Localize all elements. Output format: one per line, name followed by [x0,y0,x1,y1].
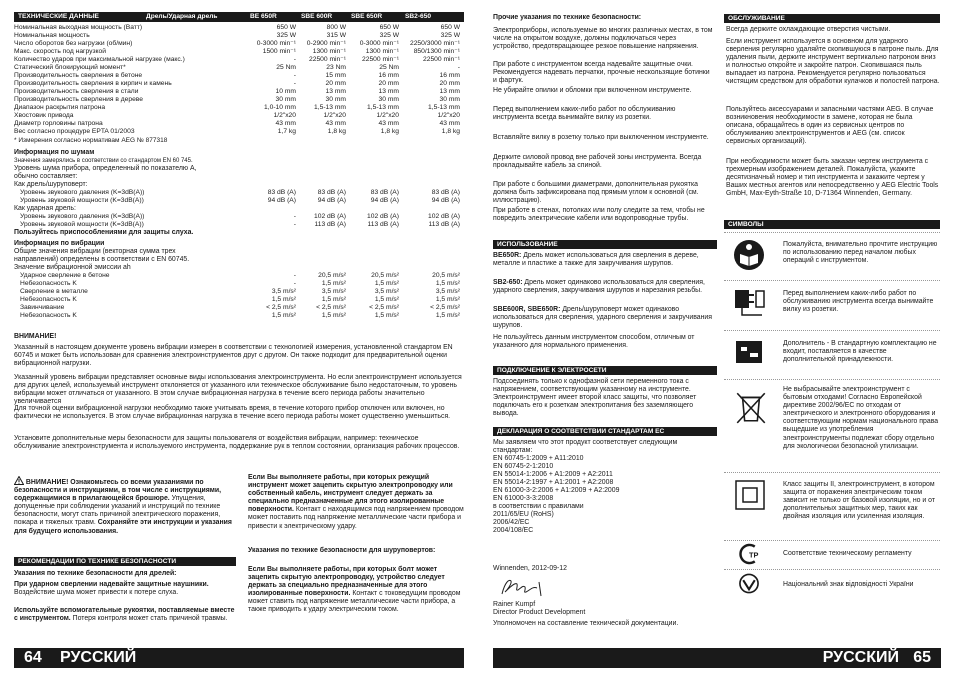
usage-sb2650-text: Дрель может одинаково использоваться для сверления, ударного сверления, закручивания шурупов и нарезания резьбы. [493,279,705,295]
declaration-standard: EN 60745-1:2009 + A11:2010 [493,455,584,462]
row-value: 650 W [379,24,399,31]
warning-triangle-icon [14,476,24,485]
row-value: - [293,272,296,279]
usage-be650r-model: BE650R: [493,252,522,259]
usage-sbe [493,306,713,330]
row-value: 3,5 m/s² [374,288,399,295]
row-value: 83 dB (A) [370,189,399,196]
other-safety-p3: Не убирайте опилки и обломки при включенном инструменте. [493,87,692,94]
row-value: 0-2900 min⁻¹ [306,40,346,47]
row-value: 22500 min⁻¹ [309,56,346,63]
row-value: 15 mm [325,72,346,79]
table-row [14,56,464,64]
symbol-text-class-ii: Класс защиты II, электроинструмент, в котором защита от поражения электрическим током зависит не только от базовой изоляции, но и от дополнительных защитных мер, таких как двойная изоляция или усиленная изоляция. [783,481,936,521]
language-label-right: РУССКИЙ [822,649,899,666]
row-value: 1500 min⁻¹ [262,48,296,55]
row-value: 1,5 m/s² [321,280,346,287]
symbol-text-accessory: Дополнитель - В стандартную комплектацию не входит, поставляется в качестве дополнительной принадлежности. [783,340,937,364]
declaration-place-date: Winnenden, 2012-09-12 [493,565,567,572]
safety-paragraph-1-bold: При ударном сверлении надевайте защитные наушники. [14,581,209,588]
row-value: 13 mm [325,88,346,95]
other-safety-p2: При работе с инструментом всегда надевайте защитные очки. Рекомендуется надевать перчатки, прочные нескользящие ботинки и фартук. [493,61,710,85]
declaration-standard: EN 60745-2-1:2010 [493,463,554,470]
row-label: Количество ударов при максимальной нагрузке (макс.) [14,56,185,63]
safety-paragraph-2-bold: Используйте вспомогательные рукоятки, поставляемые вместе с инструментом. [14,607,235,623]
safety-subtitle: Указания по технике безопасности для дрелей: [14,570,177,577]
col-head-be650r: BE 650R [250,13,277,20]
usage-sb2650-model: SB2-650: [493,279,523,286]
row-value: 1,5 m/s² [435,312,460,319]
maintenance-p1: Всегда держите охлаждающие отверстия чистыми. [726,26,891,33]
row-label: Уровень звуковой мощности (K=3dB(A)) [20,221,144,228]
row-value: 1,5 m/s² [374,312,399,319]
page-number-left: 64 [24,649,42,666]
page-number-right: 65 [913,649,931,666]
mid-paragraph-2-text: Контакт с токоведущим проводом может ставить под напряжение металлические части прибора, а также приводить к удару электрическим током. [248,590,461,614]
row-label: Небезопасность K [20,312,77,319]
row-value: - [293,72,296,79]
row-value: 800 W [326,24,346,31]
row-value: 20,5 m/s² [318,272,346,279]
row-value: 650 W [440,24,460,31]
row-value: 94 dB (A) [431,197,460,204]
noise-title: Информация по шумам [14,149,95,156]
ear-protection-note: Пользуйтесь приспособлениями для защиты слуха. [14,229,194,236]
row-value: 13 mm [378,88,399,95]
declaration-name: Rainer Kumpf [493,601,536,608]
vibration-title: Информация по вибрации [14,240,105,247]
vibration-intro-2: направлений) определены в соответствии с EN 60745. [14,256,190,263]
safety-paragraph-1 [14,581,236,597]
row-value: 30 mm [325,96,346,103]
warning-keep-text: Сохраняйте эти инструкции и указания для будущего использования. [14,519,232,535]
row-value: 16 mm [439,72,460,79]
row-value: 650 W [276,24,296,31]
maintenance-p4: При необходимости может быть заказан чертеж инструмента с трехмерным изображением деталей. Пожалуйста, укажите десятизначный номер и тип инструмента и закажите чертеж у Ваших местных агентов или непосредственно у AEG Electric Tools GmbH, Max-Eyth-Straße 10, D-71364 Winnenden, Germany. [726,158,939,198]
vibration-intro-3: Значение вибрационной эмиссии ah [14,264,131,271]
row-value: 25 Nm [379,64,399,71]
declaration-standard: EN 61000-3-2:2006 + A1:2009 + A2:2009 [493,487,620,494]
table-row [14,221,464,229]
row-value: 1,5 m/s² [374,296,399,303]
row-value: 0-3000 min⁻¹ [359,40,399,47]
table-row [14,64,464,72]
other-safety-p8: При работе в стенах, потолках или полу следите за тем, чтобы не повредить электрические кабели или водопроводные трубы. [493,207,705,223]
table-row [14,24,464,32]
gost-icon [734,540,764,568]
row-value: 325 W [276,32,296,39]
symbol-text-read-manual: Пожалуйста, внимательно прочтите инструкцию по использованию перед началом любых операций с инструментом. [783,241,938,265]
usage-be650r [493,252,713,268]
warning-text: Упущения, допущенные при соблюдении указаний и инструкций по технике безопасности, могут стать причиной электрического поражения, пожара и тяжелых травм. [14,495,221,527]
declaration-standard: 2006/42/EC [493,519,530,526]
table-row [14,104,464,112]
mid-paragraph-1-text: Контакт с находящимся под напряжением проводом может поставить под напряжение металлические части прибора и привести к электрическому удару. [248,506,464,530]
safety-paragraph-1-text: Воздействие шума может привести к потере слуха. [14,589,179,597]
noise-intro-1: Значения замерялись в соответствии со стандартом EN 60 745. [14,158,193,164]
row-value: 1,5 m/s² [271,312,296,319]
row-label: Статический блокирующий момент* [14,64,126,71]
row-value: 1,5 m/s² [271,296,296,303]
row-value: 102 dB (A) [428,213,460,220]
row-label: Производительность сверления в кирпич и камень [14,80,172,87]
table-row [14,32,464,40]
attention-paragraph-4: Установите дополнительные меры безопасности для защиты пользователя от воздействия вибрации, например: техническое обслуживание электроинструмента и используемого инструмента, поддержание рук в теплом состоянии, организация рабочих процессов. [14,435,460,451]
row-value: 1,5 m/s² [435,280,460,287]
weee-bin-icon [733,386,769,428]
mid-paragraph-1 [248,474,464,531]
row-value: 3,5 m/s² [271,288,296,295]
row-value: 20,5 m/s² [432,272,460,279]
row-value: 1/2"x20 [323,112,346,119]
maintenance-p2: Если инструмент используется в основном для ударного сверления регулярно удаляйте скопившуюся в патроне пыль. Для удаления пыли, держите инструмент вертикально патроном вниз и полностью откройте и закройте патрон. Скопившаяся пыль выпадает из патрона. Рекомендуется регулярно пользоваться чистящим средством для обработки кулачков и полостей патрона. [726,38,940,86]
row-value: 2250/3000 min⁻¹ [409,40,460,47]
row-value: 1,5 m/s² [321,296,346,303]
row-label: Уровень звукового давления (K=3dB(A)) [20,213,145,220]
noise-impact-title: Как ударная дрель: [14,205,76,212]
row-value: 0-3000 min⁻¹ [256,40,296,47]
safety-paragraph-2-text: Потеря контроля может стать причиной травмы. [72,615,228,623]
row-value: 83 dB (A) [267,189,296,196]
signature-image [499,576,559,598]
row-value: < 2,5 m/s² [369,304,399,311]
noise-drill-title: Как дрель/шуруповерт: [14,181,88,188]
row-value: 22500 min⁻¹ [423,56,460,63]
read-manual-icon [732,238,766,272]
row-value: 94 dB (A) [317,197,346,204]
section-bar-usage: ИСПОЛЬЗОВАНИЕ [493,240,717,249]
row-value: 83 dB (A) [431,189,460,196]
row-value: 1,8 kg [380,128,399,135]
safety-paragraph-2 [14,607,236,623]
row-value: 43 mm [439,120,460,127]
row-value: 94 dB (A) [267,197,296,204]
table-row [14,312,464,320]
table-row [14,40,464,48]
table-row [14,189,464,197]
usage-note: Не пользуйтесь данным инструментом способом, отличным от указанного для нормального применения. [493,334,695,350]
declaration-standard: EN 55014-2:1997 + A1:2001 + A2:2008 [493,479,614,486]
vibration-intro-1: Общие значения вибрации (векторная сумма трех [14,248,176,255]
row-value: < 2,5 m/s² [266,304,296,311]
symbols-divider [724,330,940,331]
row-label: Небезопасность K [20,280,77,287]
row-value: 1/2"x20 [437,112,460,119]
usage-be650r-text: Дрель может использоваться для сверления в дереве, металле и пластике а также для закручивания шурупов. [493,252,699,268]
row-value: 1,0-10 mm [264,104,296,111]
ukr-mark-icon [735,571,763,601]
section-bar-connection: ПОДКЛЮЧЕНИЕ К ЭЛЕКТРОСЕТИ [493,366,717,375]
row-value: 325 W [379,32,399,39]
row-value: 3,5 m/s² [435,288,460,295]
declaration-standard: в соответствии с правилами [493,503,584,510]
row-value: 16 mm [378,72,399,79]
declaration-authorized: Уполномочен на составление технической документации. [493,620,679,627]
right-page [477,0,954,677]
col-head-sbe650r: SBE 650R [351,13,383,20]
row-value: 1,8 kg [327,128,346,135]
row-value: - [293,280,296,287]
row-value: 315 W [326,32,346,39]
row-value: 94 dB (A) [370,197,399,204]
col-head-sbe600r: SBE 600R [301,13,333,20]
table-row [14,288,464,296]
row-value: 102 dB (A) [367,213,399,220]
row-label: Производительность сверления в стали [14,88,139,95]
row-label: Номинальная выходная мощность (Ватт) [14,24,143,31]
table-row [14,280,464,288]
row-value: 325 W [440,32,460,39]
row-value: 1300 min⁻¹ [312,48,346,55]
table-row [14,96,464,104]
symbol-text-gost: Соответствие техническому регламенту [783,550,912,557]
language-label-left: РУССКИЙ [60,649,137,666]
row-value: 20,5 m/s² [371,272,399,279]
row-value: 1,7 kg [277,128,296,135]
other-safety-p6: Держите силовой провод вне рабочей зоны инструмента. Всегда прокладывайте кабель за спиной. [493,154,702,170]
svg-text:TP: TP [749,550,759,560]
declaration-standard: EN 61000-3-3:2008 [493,495,554,502]
usage-sb2650 [493,279,713,295]
unplug-icon [732,284,766,318]
section-bar-symbols: СИМВОЛЫ [724,220,940,229]
row-value: 20 mm [325,80,346,87]
maintenance-p3: Пользуйтесь аксессуарами и запасными частями AEG. В случае возникновения необходимости в замене, которая не была описана, обращайтесь в один из сервисных центров по обслуживанию электроинструментов и AEG (см. список сервисных организаций). [726,106,934,146]
row-label: Хвостовик привода [14,112,74,119]
row-value: 3,5 m/s² [321,288,346,295]
mid-paragraph-2 [248,566,464,615]
row-value: 43 mm [275,120,296,127]
declaration-standard: 2011/65/EU (RoHS) [493,511,554,518]
row-value: 1,5-13 mm [314,104,346,111]
row-value: 113 dB (A) [367,221,399,228]
other-safety-p7: При работе с большими диаметрами, дополнительная рукоятка должна быть зафиксирована под прямым углом к основной (см. иллюстрацию). [493,181,699,205]
symbol-text-weee: Не выбрасывайте электроинструмент с бытовым отходами! Согласно Европейской директиве 2002/96/ЕС по отходам от электрического и электронного оборудования и соответствующим нормам национального права выщедшие из употребления электроинструменты подлежат сбору отдельно для экологически безопасной утилизации. [783,386,939,450]
row-value: - [457,64,460,71]
row-value: 43 mm [378,120,399,127]
row-value: - [293,213,296,220]
row-value: 113 dB (A) [428,221,460,228]
mid-paragraph-2-bold: Если Вы выполняете работы, при которых болт может зацепить скрытую электропроводку, устройство следует держать за специально предназначенные для этого изолированные поверхности. [248,566,445,598]
row-value: - [293,80,296,87]
declaration-role: Director Product Development [493,609,586,616]
row-label: Вес согласно процедуре EPTA 01/2003 [14,128,135,135]
connection-text: Подсоединять только к однофазной сети переменного тока с напряжением, соответствующим указанному на инструменте. Электроинструмент имеет второй класс защиты, что позволяет подключать его к розеткам электропитания без заземляющего вывода. [493,378,697,418]
row-label: Уровень звуковой мощности (K=3dB(A)) [20,197,144,204]
row-value: 30 mm [439,96,460,103]
table-row [14,213,464,221]
row-value: 43 mm [325,120,346,127]
row-label: Число оборотов без нагрузки (об/мин) [14,40,133,47]
other-safety-p5: Вставляйте вилку в розетку только при выключенном инструменте. [493,134,709,141]
table-row [14,80,464,88]
section-bar-declaration: ДЕКЛАРАЦИЯ О СООТВЕТСТВИИ СТАНДАРТАМ ЕС [493,427,717,436]
symbol-text-ukr: Національний знак відповідності України [783,581,914,588]
row-value: 13 mm [439,88,460,95]
row-value: 850/1300 min⁻¹ [413,48,460,55]
row-label: Ударное сверление в бетоне [20,272,110,279]
row-value: 1,5 m/s² [374,280,399,287]
symbol-text-unplug: Перед выполнением каких-либо работ по обслуживанию инструмента всегда вынимайте вилку из розетки. [783,290,934,314]
row-value: 1300 min⁻¹ [365,48,399,55]
section-bar-safety: РЕКОМЕНДАЦИИ ПО ТЕХНИКЕ БЕЗОПАСНОСТИ [14,557,236,566]
symbols-divider [724,280,940,281]
row-label: Уровень звукового давления (K=3dB(A)) [20,189,145,196]
usage-sbe-model: SBE600R, SBE650R: [493,306,561,313]
row-label: Макс. скорость под нагрузкой [14,48,106,55]
symbols-divider [724,569,940,570]
row-label: Сверление в металле [20,288,88,295]
table-row [14,272,464,280]
section-bar-maintenance: ОБСЛУЖИВАНИЕ [724,14,940,23]
table-row [14,120,464,128]
declaration-standard: EN 55014-1:2006 + A1:2009 + A2:2011 [493,471,613,478]
table-row [14,48,464,56]
table-row [14,296,464,304]
attention-paragraph-3: Для точной оценки вибрационной нагрузки необходимо также учитывать время, в течение которого прибор отключен или включен, но фактически не используется. В этом случае вибрационная нагрузка в течение всего периода работы может существенно уменьшиться. [14,405,451,421]
row-value: 1,5-13 mm [367,104,399,111]
noise-intro-2: Уровень шума прибора, определенный по показателю А, [14,165,197,172]
table-note: * Измерения согласно нормативам AEG № 877318 [14,137,168,144]
row-value: 83 dB (A) [317,189,346,196]
symbols-divider [724,379,940,380]
left-footer [14,648,464,668]
col-head-tool: Дрель/Ударная дрель [146,13,218,20]
row-value: 1,5 m/s² [321,312,346,319]
table-row [14,72,464,80]
tech-table-title: ТЕХНИЧЕСКИЕ ДАННЫЕ [18,13,99,20]
other-safety-title: Прочие указания по технике безопасности: [493,14,642,21]
row-value: 1,5-13 mm [428,104,460,111]
symbols-divider [724,232,940,233]
row-label: Производительность сверления в дереве [14,96,143,103]
symbols-divider [724,472,940,473]
declaration-intro: Мы заявляем что этот продукт соответствует следующим стандартам: [493,439,678,455]
table-row [14,304,464,312]
warning-bold-text: ВНИМАНИЕ! Ознакомьтесь со всеми указаниями по безопасности и инструкциями, в том числе с инструкциями, содержащимися в прилагающейся брошюре. [14,479,221,503]
row-value: 30 mm [275,96,296,103]
row-label: Производительность сверления в бетоне [14,72,143,79]
row-value: - [293,221,296,228]
attention-title: ВНИМАНИЕ! [14,333,57,340]
attention-paragraph-1: Указанный в настоящем документе уровень вибрации измерен в соответствии с технологией измерения, установленной стандартом EN 60745 и может быть использован для сравнения электроинструментов друг с другом. Он также подходит для предварительной оценки вибрационной нагрузки. [14,344,453,368]
tech-table-header [14,12,464,22]
row-label: Номинальная мощность [14,32,90,39]
class-ii-icon [733,478,767,512]
right-footer [493,648,941,668]
row-value: 113 dB (A) [314,221,346,228]
row-value: 20 mm [378,80,399,87]
row-label: Завинчивание [20,304,65,311]
row-value: 10 mm [275,88,296,95]
row-value: < 2,5 m/s² [430,304,460,311]
row-value: 23 Nm [326,64,346,71]
col-head-sb2650: SB2-650 [405,13,432,20]
mid-paragraph-1-bold: Если Вы выполняете работы, при которых режущий инструмент может зацепить скрытую электропроводку или собственный кабель, инструмент следует держать за специально предназначенные для этого изолированные поверхности. [248,474,453,514]
attention-paragraph-2: Указанный уровень вибрации представляет основные виды использования электроинструмента. Но если электроинструмент используется для других целей, используемый инструмент отклоняется от указанного или техническое обслуживание было недостаточным, то уровень вибрации может отличаться от указанного. В этом случае вибрационная нагрузка в течение всего периода работы значительно увеличивается [14,374,462,406]
row-value: < 2,5 m/s² [316,304,346,311]
other-safety-p1: Электроприборы, используемые во многих различных местах, в том числе на открытом воздухе, должны подключаться через устройство, предотвращающее резкое повышение напряжения. [493,27,713,51]
row-value: 1,8 kg [441,128,460,135]
table-row [14,88,464,96]
row-value: 20 mm [439,80,460,87]
table-row [14,197,464,205]
table-row [14,128,464,136]
usage-sbe-text: Дрель/шуруповерт может одинаково использоваться для сверления, ударного сверления и закручивания шурупов. [493,306,713,330]
other-safety-p4: Перед выполнением каких-либо работ по обслуживанию инструмента всегда вынимайте вилку из розетки. [493,106,676,122]
row-value: 1/2"x20 [376,112,399,119]
row-label: Диапазон раскрытия патрона [14,104,106,111]
row-label: Небезопасность K [20,296,77,303]
row-value: 1/2"x20 [273,112,296,119]
row-value: 22500 min⁻¹ [362,56,399,63]
row-value: - [293,56,296,63]
row-value: 1,5 m/s² [435,296,460,303]
row-value: 30 mm [378,96,399,103]
row-value: 102 dB (A) [314,213,346,220]
screwdriver-safety-subtitle: Указания по технике безопасности для шуруповертов: [248,547,436,554]
declaration-standard: 2004/108/EC [493,527,534,534]
table-row [14,112,464,120]
noise-intro-3: обычно составляет: [14,173,78,180]
general-warning [14,476,236,536]
accessory-icon [732,335,766,369]
row-value: 25 Nm [276,64,296,71]
row-label: Диаметр горловины патрона [14,120,103,127]
